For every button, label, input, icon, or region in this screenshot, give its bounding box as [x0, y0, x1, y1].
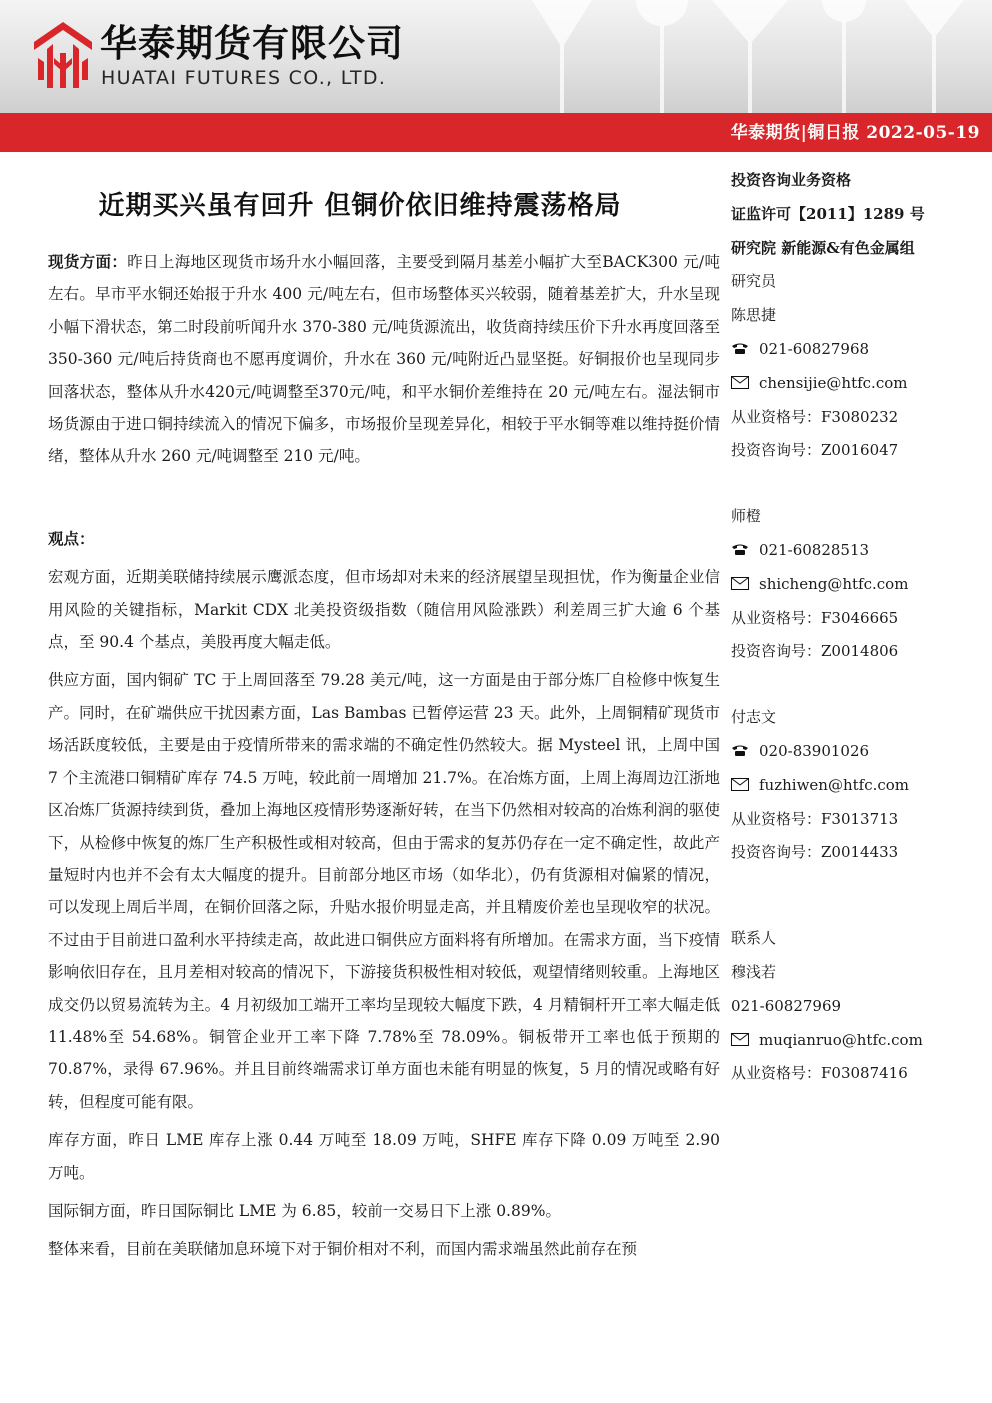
- mail-icon: [731, 577, 749, 590]
- analyst-sidebar: [731, 164, 981, 1091]
- company-logo-icon: [34, 22, 92, 90]
- report-title: 近期买兴虽有回升 但铜价依旧维持震荡格局: [98, 191, 622, 221]
- contact-cert: 从业资格号：F03087416: [731, 1064, 908, 1083]
- phone-icon: [731, 744, 749, 757]
- analyst-email[interactable]: chensijie@htfc.com: [731, 367, 981, 401]
- contact-phone: 021-60827969: [731, 996, 842, 1015]
- page-header: [0, 0, 992, 113]
- qualification-text: 投资咨询业务资格: [731, 171, 852, 189]
- analyst-advisory: 投资咨询号：Z0014433: [731, 843, 899, 862]
- spot-label: 现货方面：: [48, 252, 128, 271]
- contact-name: 穆浅若: [731, 962, 777, 981]
- macro-paragraph: 宏观方面，近期美联储持续展示鹰派态度，但市场却对未来的经济展望呈现担忧，作为衡量企业信用风险的关键指标，Markit CDX 北美投资级指数（随信用风险涨跌）利差周三扩大逾 6 个基点，至 90.4 个基点，美股再度大幅走低。: [48, 568, 720, 652]
- mail-icon: [731, 778, 749, 791]
- report-body: [48, 246, 720, 1266]
- spot-text: 昨日上海地区现货市场升水小幅回落，主要受到隔月基差小幅扩大至BACK300 元/吨左右。早市平水铜还始报于升水 400 元/吨左右，但市场整体买兴较弱，随着基差扩大，升水呈现小幅下滑状态，第二时段前听闻升水 370-380 元/吨货源流出，收货商持续压价下升水再度回落至 350-360 元/吨后持货商也不愿再度调价，升水在 360 元/吨附近凸显坚挺。好铜报价也呈现同步回落状态，整体从升水420元/吨调整至370元/吨，和平水铜价差维持在 20 元/吨左右。湿法铜市场货源由于进口铜持续流入的情况下偏多，市场报价呈现差异化，相较于平水铜等难以维持挺价情绪，整体从升水 260 元/吨调整至 210 元/吨。: [48, 253, 720, 466]
- researcher-role: 研究员: [731, 272, 777, 291]
- contact-email[interactable]: muqianruo@htfc.com: [731, 1024, 981, 1058]
- header-decoration: [512, 0, 992, 113]
- company-name-cn: 华泰期货有限公司: [100, 22, 404, 65]
- analyst-name: 陈思捷: [731, 306, 777, 325]
- phone-icon: [731, 543, 749, 556]
- analyst-name: 师橙: [731, 507, 762, 526]
- analyst-name: 付志文: [731, 708, 777, 727]
- inventory-paragraph: 库存方面，昨日 LME 库存上涨 0.44 万吨至 18.09 万吨，SHFE 库存下降 0.09 万吨至 2.90 万吨。: [48, 1131, 720, 1182]
- contact-role: 联系人: [731, 929, 777, 948]
- intl-copper-paragraph: 国际铜方面，昨日国际铜比 LME 为 6.85，较前一交易日下上涨 0.89%。: [48, 1201, 561, 1220]
- mail-icon: [731, 1033, 749, 1046]
- supply-paragraph: 供应方面，国内铜矿 TC 于上周回落至 79.28 美元/吨，这一方面是由于部分炼厂自检修中恢复生产。同时，在矿端供应干扰因素方面，Las Bambas 已暂停运营 23 天。此外，上周铜精矿现货市场活跃度较低，主要是由于疫情所带来的需求端的不确定性仍然较大。据 Mysteel 讯，上周中国 7 个主流港口铜精矿库存 74.5 万吨，较此前一周增加 21.7%。在冶炼方面，上周上海周边江浙地区冶炼厂货源持续到货，叠加上海地区疫情形势逐渐好转，在当下仍然相对较高的冶炼利润的驱使下，从检修中恢复的炼厂生产积极性或相对较高，但由于需求的复苏仍存在一定不确定性，故此产量短时内也并不会有太大幅度的提升。目前部分地区市场（如华北），仍有货源相对偏紧的情况，可以发现上周后半周，在铜价回落之际，升贴水报价明显走高，并且精废价差也呈现收窄的状况。不过由于目前进口盈利水平持续走高，故此进口铜供应方面料将有所增加。在需求方面，当下疫情影响依旧存在，且月差相对较高的情况下，下游接货积极性相对较低，观望情绪则较重。上海地区成交仍以贸易流转为主。4 月初级加工端开工率均呈现较大幅度下跌，4 月精铜杆开工率大幅走低 11.48%至 54.68%。铜管企业开工率下降 7.78%至 78.09%。铜板带开工率也低于预期的 70.87%，录得 67.96%。并且目前终端需求订单方面也未能有明显的恢复，5 月的情况或略有好转，但程度可能有限。: [48, 671, 720, 1111]
- mail-icon: [731, 376, 749, 389]
- analyst-email[interactable]: shicheng@htfc.com: [731, 568, 981, 602]
- analyst-advisory: 投资咨询号：Z0014806: [731, 642, 899, 661]
- analyst-advisory: 投资咨询号：Z0016047: [731, 441, 899, 460]
- analyst-phone: 021-60827968: [731, 333, 981, 367]
- license-text: 证监许可【2011】1289 号: [731, 204, 925, 223]
- analyst-phone: 020-83901026: [731, 735, 981, 769]
- analyst-cert: 从业资格号：F3046665: [731, 608, 899, 627]
- analyst-phone: 021-60828513: [731, 534, 981, 568]
- view-label: 观点：: [48, 528, 95, 548]
- phone-icon: [731, 342, 749, 355]
- analyst-cert: 从业资格号：F3080232: [731, 407, 899, 426]
- analyst-cert: 从业资格号：F3013713: [731, 809, 899, 828]
- institute-text: 研究院 新能源&有色金属组: [731, 238, 915, 257]
- analyst-email[interactable]: fuzhiwen@htfc.com: [731, 769, 981, 803]
- company-name-en: HUATAI FUTURES CO., LTD.: [101, 67, 387, 89]
- report-tag: 华泰期货|铜日报 2022-05-19: [730, 123, 980, 143]
- spot-paragraph: [48, 246, 720, 473]
- overall-paragraph: 整体来看，目前在美联储加息环境下对于铜价相对不利，而国内需求端虽然此前存在预: [48, 1240, 638, 1259]
